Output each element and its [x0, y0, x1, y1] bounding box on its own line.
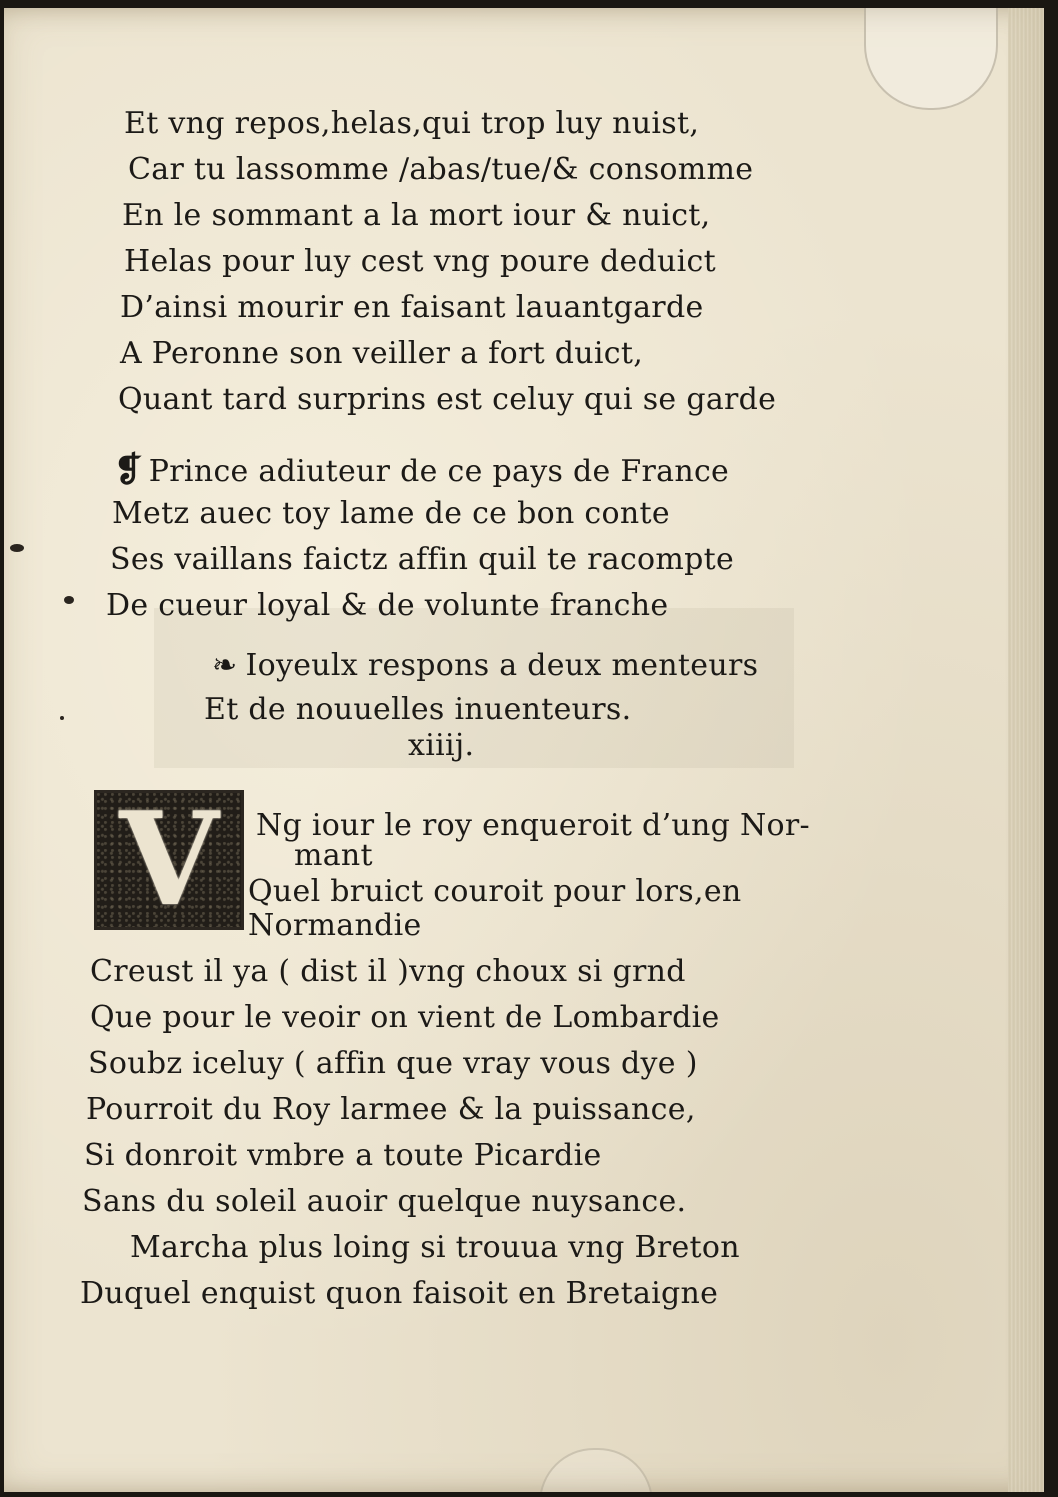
verse-line: Quel bruict couroit pour lors,en	[248, 874, 742, 909]
verse-line: mant	[294, 838, 373, 873]
verse-line: Ses vaillans faictz affin quil te racompte	[110, 542, 735, 577]
page-clip-bottom	[539, 1448, 653, 1492]
book-page	[4, 8, 1044, 1492]
ink-blot	[10, 544, 24, 552]
verse-line: A Peronne son veiller a fort duict,	[120, 336, 644, 371]
verse-line: Normandie	[248, 908, 422, 943]
envoi-line-first	[114, 450, 729, 490]
page-edge	[1008, 8, 1044, 1492]
verse-line: Que pour le veoir on vient de Lombardie	[90, 1000, 720, 1035]
heading-line-first	[212, 648, 758, 683]
ink-blot	[64, 596, 74, 604]
page-clip-top	[864, 8, 998, 110]
verse-line: Ng iour le roy enqueroit d’ung Nor-	[256, 808, 810, 843]
heading-text: Ioyeulx respons a deux menteurs	[245, 648, 759, 683]
verse-line: Pourroit du Roy larmee & la puissance,	[86, 1092, 696, 1127]
verse-line: De cueur loyal & de volunte franche	[106, 588, 669, 623]
heading-line: Et de nouuelles inuenteurs.	[204, 692, 632, 727]
pilcrow-mark: ❡	[114, 450, 143, 490]
decorated-initial	[94, 785, 244, 935]
verse-line: Et vng repos,helas,qui trop luy nuist,	[124, 106, 700, 141]
verse-line: Quant tard surprins est celuy qui se garde	[118, 382, 777, 417]
verse-line: En le sommant a la mort iour & nuict,	[122, 198, 711, 233]
verse-line: Creust il ya ( dist il )vng choux si grnd	[90, 954, 686, 989]
verse-line: Marcha plus loing si trouua vng Breton	[130, 1230, 740, 1265]
verse-line: D’ainsi mourir en faisant lauantgarde	[120, 290, 704, 325]
verse-line: Car tu lassomme /abas/tue/& consomme	[128, 152, 754, 187]
verse-line: Helas pour luy cest vng poure deduict	[124, 244, 716, 279]
section-number: xiiij.	[408, 728, 475, 763]
initial-letter: V	[119, 785, 219, 935]
ink-dot	[60, 716, 64, 720]
verse-line: Metz auec toy lame de ce bon conte	[112, 496, 670, 531]
verse-line: Duquel enquist quon faisoit en Bretaigne	[80, 1276, 719, 1311]
fleuron-ornament: ❧	[212, 648, 238, 683]
verse-line: Si donroit vmbre a toute Picardie	[84, 1138, 602, 1173]
verse-line: Soubz iceluy ( affin que vray vous dye )	[88, 1046, 698, 1081]
envoi-text: Prince adiuteur de ce pays de France	[148, 454, 730, 489]
verse-line: Sans du soleil auoir quelque nuysance.	[82, 1184, 687, 1219]
